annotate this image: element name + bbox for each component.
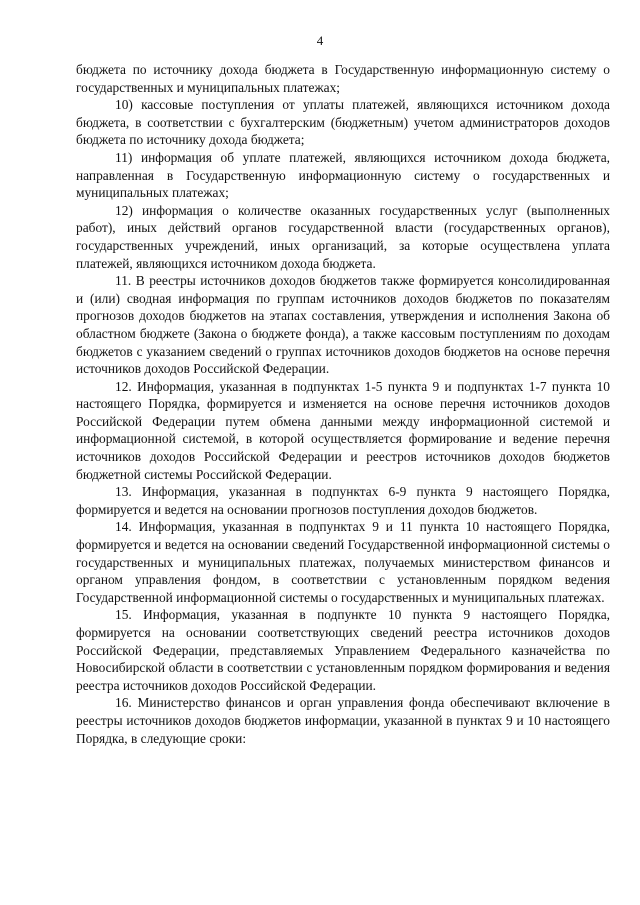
paragraph-clause-15: 15. Информация, указанная в подпункте 10 пункта 9 настоящего Порядка, формируется на основании соответствующих сведений реестра источников доходов Российской Федерации, представляемых Управлением Федерального казначейства по Новосибирской области в соответствии с установленным порядком формирования и ведения реестра источников доходов Российской Федерации. [76,607,610,693]
paragraph-item-12: 12) информация о количестве оказанных государственных услуг (выполненных работ), иных действий органов государственной власти (государственных органов), государственных учреждений, иных организаций, за которые осуществлена уплата платежей, являющихся источником дохода бюджета. [76,202,610,271]
paragraph-item-10: 10) кассовые поступления от уплаты платежей, являющихся источником дохода бюджета, в соответствии с бухгалтерским (бюджетным) учетом администраторов доходов бюджета по источнику дохода бюджета; [76,97,610,148]
paragraph-clause-12: 12. Информация, указанная в подпунктах 1-5 пункта 9 и подпунктах 1-7 пункта 10 настоящего Порядка, формируется и изменяется на основе перечня источников доходов Российской Федерации путем обмена данными между информационной системой и информационной системой, в которой осуществляется формирование и ведение перечня источников доходов Российской Федерации и реестров источников доходов бюджетов бюджетной системы Российской Федерации. [76,378,610,482]
document-body [76,61,610,747]
paragraph-clause-11: 11. В реестры источников доходов бюджетов также формируется консолидированная и (или) сводная информация по группам источников доходов бюджетов по показателям прогнозов доходов бюджетов на этапах составления, утверждения и исполнения Закона об областном бюджете (Закона о бюджете фонда), а также кассовым поступлениям по доходам бюджетов с указанием сведений о группах источников доходов бюджетов на основе перечня источников доходов Российской Федерации. [76,273,610,377]
paragraph-continuation: бюджета по источнику дохода бюджета в Государственную информационную систему о государственных и муниципальных платежах; [76,62,610,95]
page-number: 4 [316,33,324,48]
paragraph-clause-16: 16. Министерство финансов и орган управления фонда обеспечивают включение в реестры источников доходов бюджетов информации, указанной в пунктах 9 и 10 настоящего Порядка, в следующие сроки: [76,695,610,746]
paragraph-item-11: 11) информация об уплате платежей, являющихся источником дохода бюджета, направленная в Государственную информационную систему о государственных и муниципальных платежах; [76,149,610,201]
paragraph-clause-14: 14. Информация, указанная в подпунктах 9 и 11 пункта 10 настоящего Порядка, формируется и ведется на основании сведений Государственной информационной системы о государственных и муниципальных платежах, получаемых министерством финансов и органом управления фондом, в соответствии с установленным порядком ведения Государственной информационной системы о государственных и муниципальных платежах. [76,519,610,605]
paragraph-clause-13: 13. Информация, указанная в подпунктах 6-9 пункта 9 настоящего Порядка, формируется и ведется на основании прогнозов поступления доходов бюджетов. [76,484,610,517]
